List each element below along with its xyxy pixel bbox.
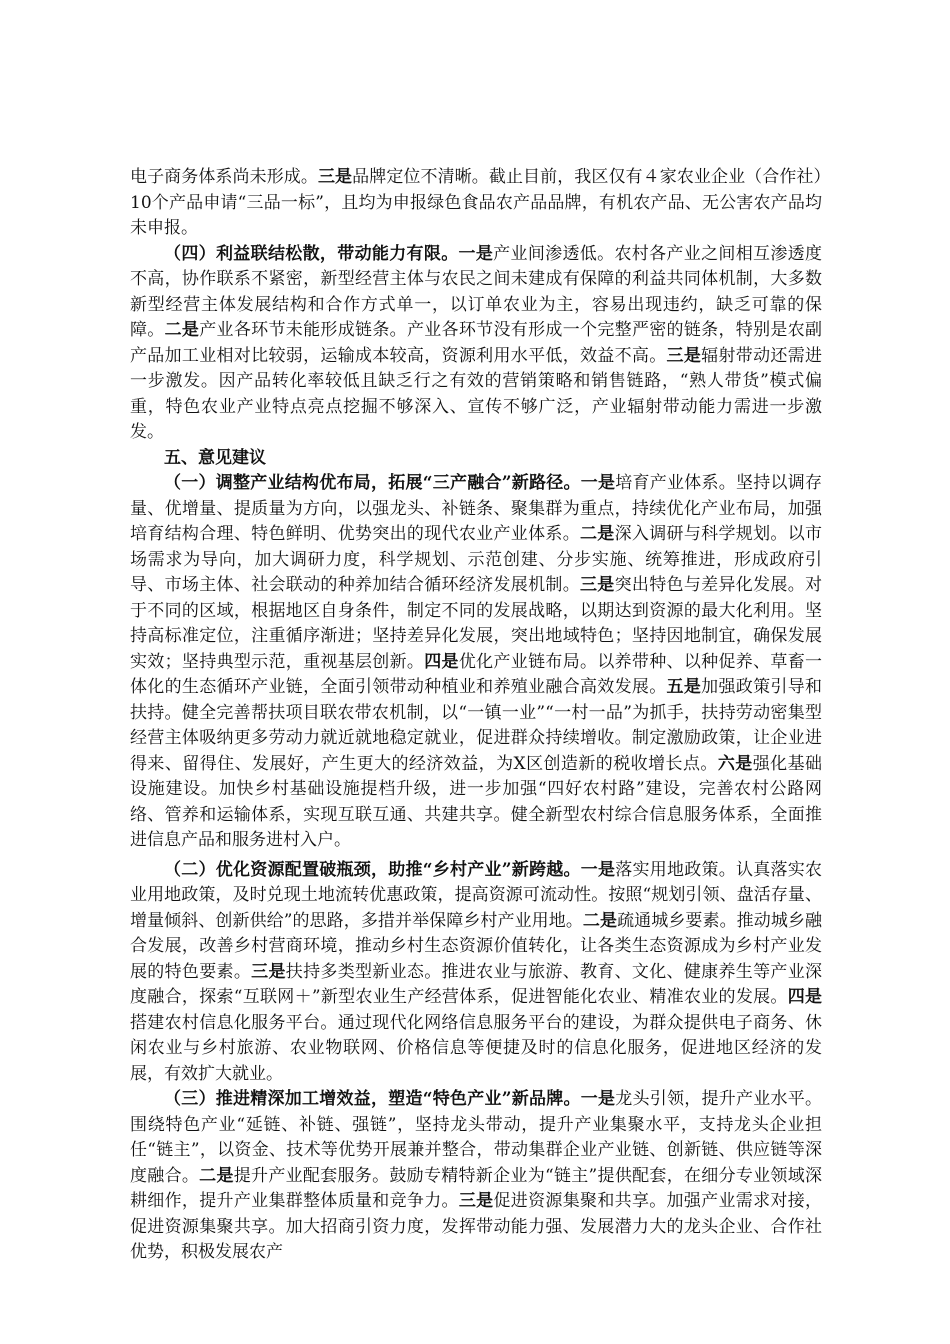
bold-marker: 三是 <box>317 167 353 187</box>
section-heading: （三）推进精深加工增效益，塑造“特色产业”新品牌。 <box>164 1089 581 1109</box>
paragraph-section-4 <box>130 242 822 446</box>
text: 加强政策引导和扶持。健全完善帮扶项目联农带农机制，以“一镇一业”“一村一品”为抓手，扶持劳动密集型经营主体吸纳更多劳动力就近就地稳定就业，促进群众持续增收。制定激励政策，让企业进得来、留得住、发展好，产生更大的经济效益，为X区创造新的税收增长点。 <box>130 677 823 774</box>
text: 电子商务体系尚未形成。 <box>130 167 318 187</box>
bold-marker: 一是 <box>580 1089 616 1109</box>
bold-marker: 二是 <box>582 910 618 931</box>
bold-marker: 一是 <box>458 243 494 264</box>
bold-marker: 三是 <box>251 961 286 982</box>
text: 深入调研与科学规划。以市场需求为导向，加大调研力度，科学规划、示范创建、分步实施、统筹推进，形成政府引导、市场主体、社会联动的种养加结合循环经济发展机制。 <box>130 524 823 595</box>
text: 突出特色与差异化发展。对于不同的区域，根据地区自身条件，制定不同的发展战略，以期达到资源的最大化利用。坚持高标准定位，注重循序渐进；坚持差异化发展，突出地域特色；坚持因地制宜，确保发展实效；坚持典型示范，重视基层创新。 <box>130 575 823 672</box>
bold-marker: 二是 <box>199 1165 234 1186</box>
bold-marker: 二是 <box>580 524 615 544</box>
document-page <box>130 165 822 1266</box>
text: 搭建农村信息化服务平台。通过现代化网络信息服务平台的建设，为群众提供电子商务、休闲农业与乡村旅游、农业物联网、价格信息等便捷及时的信息化服务，促进地区经济的发展，有效扩大就业。 <box>130 1012 822 1084</box>
bold-marker: 三是 <box>666 345 702 366</box>
text: 强化基础设施建设。加快乡村基础设施提档升级，进一步加强“四好农村路”建设，完善农村公路网络、管养和运输体系，实现互联互通、共建共享。健全新型农村综合信息服务体系，全面推进信息产品和服务进村入户。 <box>130 753 823 850</box>
paragraph-suggestion-3 <box>130 1087 822 1266</box>
bold-marker: 三是 <box>458 1191 494 1211</box>
bold-marker: 一是 <box>580 859 616 880</box>
bold-marker: 四是 <box>424 651 459 672</box>
paragraph-suggestion-1 <box>130 471 822 854</box>
bold-marker: 三是 <box>580 575 615 595</box>
text: 产业各环节未能形成链条。产业各环节没有形成一个完整严密的链条，特别是农副产品加工业相对比较弱，运输成本较高，资源利用水平低，效益不高。 <box>130 320 823 366</box>
text: 产业间渗透低。农村各产业之间相互渗透度不高，协作联系不紧密，新型经营主体与农民之间未建成有保障的利益共同体机制，大多数新型经营主体发展结构和合作方式单一，以订单农业为主，容易出现违约，缺乏可靠的保障。 <box>130 243 823 340</box>
bold-marker: 二是 <box>164 320 200 340</box>
bold-marker: 五是 <box>666 677 702 697</box>
section-heading: （四）利益联结松散，带动能力有限。 <box>164 243 459 264</box>
text: 促进资源集聚和共享。加强产业需求对接，促进资源集聚共享。加大招商引资力度，发挥带动能力强、发展潜力大的龙头企业、合作社优势，积极发展农产 <box>130 1191 823 1262</box>
paragraph-brand-positioning <box>130 165 822 242</box>
bold-marker: 一是 <box>580 473 616 493</box>
bold-marker: 四是 <box>787 987 822 1007</box>
text: 优化产业链布局。以养带种、以种促养、草畜一体化的生态循环产业链，全面引领带动种植业和养殖业融合高效发展。 <box>130 651 823 697</box>
text: 品牌定位不清晰。截止目前，我区仅有４家农业企业（合作社）10个产品申请“三品一标”，且均为申报绿色食品农产品品牌，有机农产品、无公害农产品均未申报。 <box>130 167 823 238</box>
section-heading: （二）优化资源配置破瓶颈，助推“乡村产业”新跨越。 <box>164 859 581 880</box>
text: 提升产业配套服务。鼓励专精特新企业为“链主”提供配套，在细分专业领域深耕细作，提升产业集群整体质量和竞争力。 <box>130 1165 823 1211</box>
chapter-heading-suggestions: 五、意见建议 <box>164 447 266 468</box>
text: 扶持多类型新业态。推进农业与旅游、教育、文化、健康养生等产业深度融合，探索“互联网＋”新型农业生产经营体系，促进智能化农业、精准农业的发展。 <box>130 961 823 1007</box>
section-heading: （一）调整产业结构优布局，拓展“三产融合”新路径。 <box>164 473 581 493</box>
text: 辐射带动还需进一步激发。因产品转化率较低且缺乏行之有效的营销策略和销售链路，“熟人带货”模式偏重，特色农业产业特点亮点挖掘不够深入、宣传不够广泛，产业辐射带动能力需进一步激发。 <box>130 345 823 442</box>
paragraph-suggestion-2 <box>130 858 822 1088</box>
text: 培育产业体系。坚持以调存量、优增量、提质量为方向，以强龙头、补链条、聚集群为重点，持续优化产业布局，加强培育结构合理、特色鲜明、优势突出的现代农业产业体系。 <box>130 473 822 544</box>
text: 落实用地政策。认真落实农业用地政策，及时兑现土地流转优惠政策，提高资源可流动性。按照“规划引领、盘活存量、增量倾斜、创新供给”的思路，多措并举保障乡村产业用地。 <box>130 859 822 931</box>
text: 疏通城乡要素。推动城乡融合发展，改善乡村营商环境，推动乡村生态资源价值转化，让各类生态资源成为乡村产业发展的特色要素。 <box>130 910 823 982</box>
text: 龙头引领，提升产业水平。围绕特色产业“延链、补链、强链”，坚持龙头带动，提升产业集聚水平，支持龙头企业担任“链主”，以资金、技术等优势开展兼并整合，带动集群企业产业链、创新链、供应链等深度融合。 <box>130 1089 822 1186</box>
bold-marker: 六是 <box>717 753 753 774</box>
